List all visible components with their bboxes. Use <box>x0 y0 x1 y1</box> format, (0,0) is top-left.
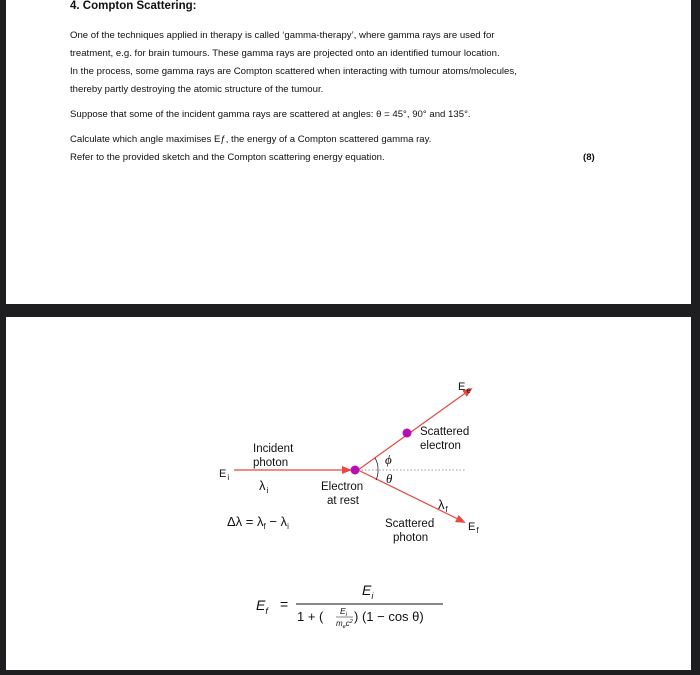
scattered-photon-ray <box>358 470 464 522</box>
diagram-page <box>6 317 691 670</box>
compton-energy-equation <box>256 582 443 630</box>
intro-line: thereby partly destroying the atomic structure of the tumour. <box>70 84 324 95</box>
inner-numerator: $E_i$ <box>340 606 348 618</box>
e-electron-label: $E_e$ <box>458 381 471 395</box>
scattered-electron-label: Scattered <box>420 426 470 438</box>
scattered-photon-label: photon <box>393 532 429 544</box>
incident-photon-label: Incident <box>253 443 294 455</box>
electron-at-rest-dot <box>351 466 360 475</box>
intro-line: One of the techniques applied in therapy is called ‘gamma-therapy’, where gamma rays are used for <box>70 30 495 41</box>
electron-at-rest-label: at rest <box>327 495 359 507</box>
angles-paragraph: Suppose that some of the incident gamma rays are scattered at angles: θ = 45°, 90° and 135°. <box>70 109 471 120</box>
phi-label: ϕ <box>385 452 392 467</box>
scattered-electron-label: electron <box>420 440 461 452</box>
theta-arc <box>376 470 378 480</box>
question-heading: 4. Compton Scattering: <box>70 0 197 12</box>
inner-denominator: $m_ec^2$ <box>336 619 353 630</box>
lambda-i-label: $\lambda_i$ <box>259 478 269 495</box>
scattered-electron-dot <box>403 429 412 438</box>
question-page <box>6 0 691 304</box>
e-incident-label: $E_i$ <box>219 468 230 482</box>
electron-at-rest-label: Electron <box>321 481 364 493</box>
compton-diagram <box>6 317 691 670</box>
intro-paragraph <box>70 27 590 99</box>
equation-equals: = <box>280 596 289 612</box>
task-line: Calculate which angle maximises Eƒ, the energy of a Compton scattered gamma ray. <box>70 134 432 145</box>
theta-label: θ <box>386 471 393 486</box>
lambda-f-label: $\lambda_f$ <box>438 497 448 514</box>
marks-label: (8) <box>583 152 595 163</box>
intro-line: In the process, some gamma rays are Compton scattered when interacting with tumour atoms/molecules, <box>70 66 517 77</box>
phi-arc <box>375 458 378 470</box>
scattered-photon-label: Scattered <box>385 518 435 530</box>
equation-numerator: $E_i$ <box>362 582 374 601</box>
intro-line: treatment, e.g. for brain tumours. These gamma rays are projected onto an identified tumour location. <box>70 48 500 59</box>
equation-lhs: $E_f$ <box>256 597 268 616</box>
denominator-suffix: ) (1 − cos θ) <box>354 609 424 624</box>
task-paragraph <box>70 131 590 167</box>
delta-lambda-equation: $\Delta\lambda = \lambda_f - \lambda_i$ <box>227 514 289 531</box>
task-line: Refer to the provided sketch and the Compton scattering energy equation. <box>70 152 385 163</box>
e-final-label: $E_f$ <box>468 521 479 535</box>
denominator-prefix: 1 + ( <box>297 609 324 624</box>
incident-photon-label: photon <box>253 457 289 469</box>
